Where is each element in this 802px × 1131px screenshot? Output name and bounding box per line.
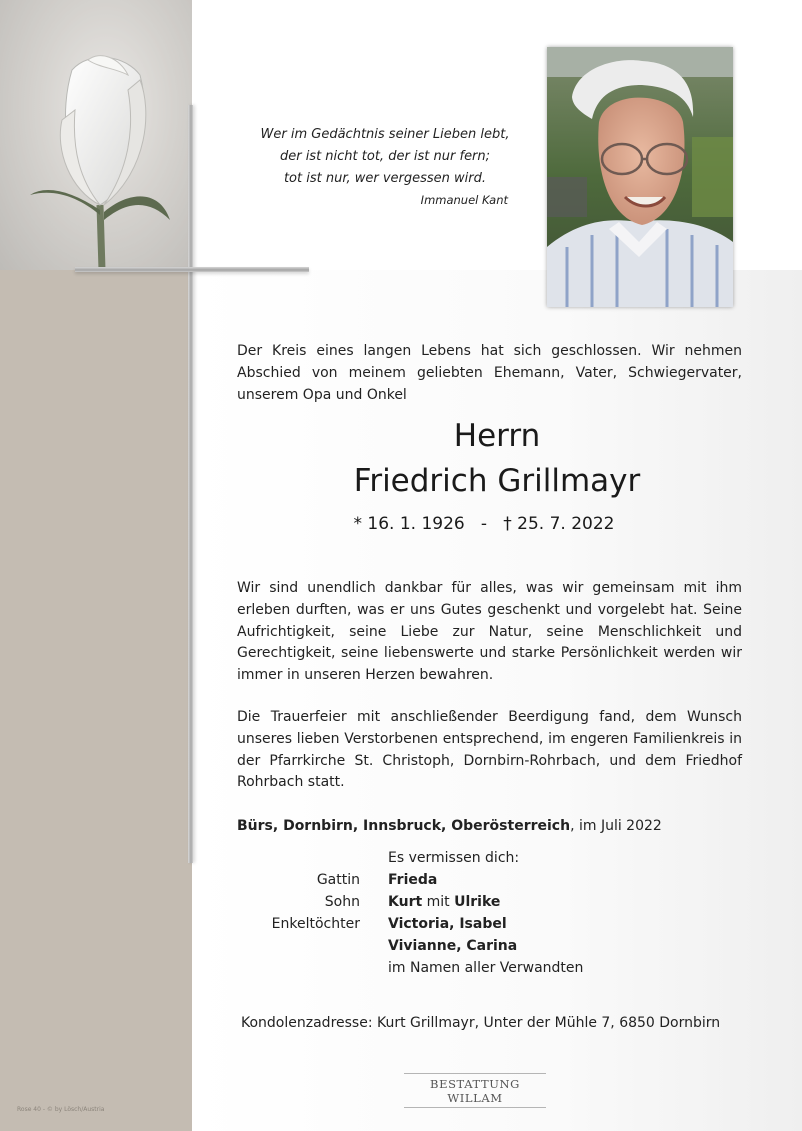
intro-text: Der Kreis eines langen Lebens hat sich geschlossen. Wir nehmen Abschied von meinem geliebten Ehemann, Vater, Schwiegervater, unserem Opa und Onkel (237, 343, 742, 403)
condolence-address: Kondolenzadresse: Kurt Grillmayr, Unter der Mühle 7, 6850 Dornbirn (241, 1015, 721, 1031)
mourner-names (388, 869, 437, 891)
funeral-home-logo: BESTATTUNG WILLAM (404, 1073, 546, 1108)
quote-author: Immanuel Kant (420, 193, 508, 207)
cross-horizontal-bar (75, 267, 309, 272)
left-side-band (0, 270, 192, 1131)
quote-line: Wer im Gedächtnis seiner Lieben lebt, (260, 127, 510, 142)
deceased-name: Friedrich Grillmayr (353, 463, 641, 499)
portrait-photo (547, 47, 733, 307)
places-line (237, 815, 742, 837)
copyright-note: Rose 40 - © by Lösch/Austria (17, 1106, 105, 1113)
mourner-role: Enkeltöchter (271, 916, 360, 932)
mourner-connector: mit (422, 894, 455, 910)
memorial-quote (250, 124, 520, 209)
mourner-name: Frieda (388, 872, 438, 888)
gratitude-paragraph: Wir sind unendlich dankbar für alles, was wir gemeinsam mit ihm erleben durften, was er uns Gutes geschenkt und vorgelebt hat. Seine Aufrichtigkeit, seine Liebe zur Natur, seine Menschlichkeit und Gerechtigkeit, seine liebenswerte und starke Persönlichkeit werden wir immer in unseren Herzen bewahren. (237, 580, 742, 684)
salutation: Herrn (453, 418, 541, 454)
mourner-names (388, 935, 517, 957)
life-dates: * 16. 1. 1926 - † 25. 7. 2022 (353, 514, 615, 534)
mourners-footer: im Namen aller Verwandten (388, 960, 584, 976)
funeral-paragraph: Die Trauerfeier mit anschließender Beerdigung fand, dem Wunsch unseres lieben Verstorbenen entsprechend, im engeren Familienkreis in der Pfarrkirche St. Christoph, Dornbirn-Rohrbach, und dem Friedhof Rohrbach statt. (237, 709, 742, 791)
mourners-heading: Es vermissen dich: (388, 850, 520, 866)
mourner-name: Vivianne, Carina (388, 938, 518, 954)
mourner-names (388, 891, 500, 913)
quote-line: der ist nicht tot, der ist nur fern; (279, 149, 491, 164)
mourner-name: Ulrike (454, 894, 501, 910)
quote-line: tot ist nur, wer vergessen wird. (283, 171, 487, 186)
mourner-role: Gattin (316, 872, 360, 888)
mourner-role: Sohn (324, 894, 360, 910)
places-date: , im Juli 2022 (570, 818, 662, 834)
mourner-name: Victoria, Isabel (388, 916, 507, 932)
white-rose-image (0, 0, 192, 270)
mourner-names (388, 913, 507, 935)
places-bold: Bürs, Dornbirn, Innsbruck, Oberösterreich (237, 818, 571, 834)
mourner-name: Kurt (388, 894, 423, 910)
